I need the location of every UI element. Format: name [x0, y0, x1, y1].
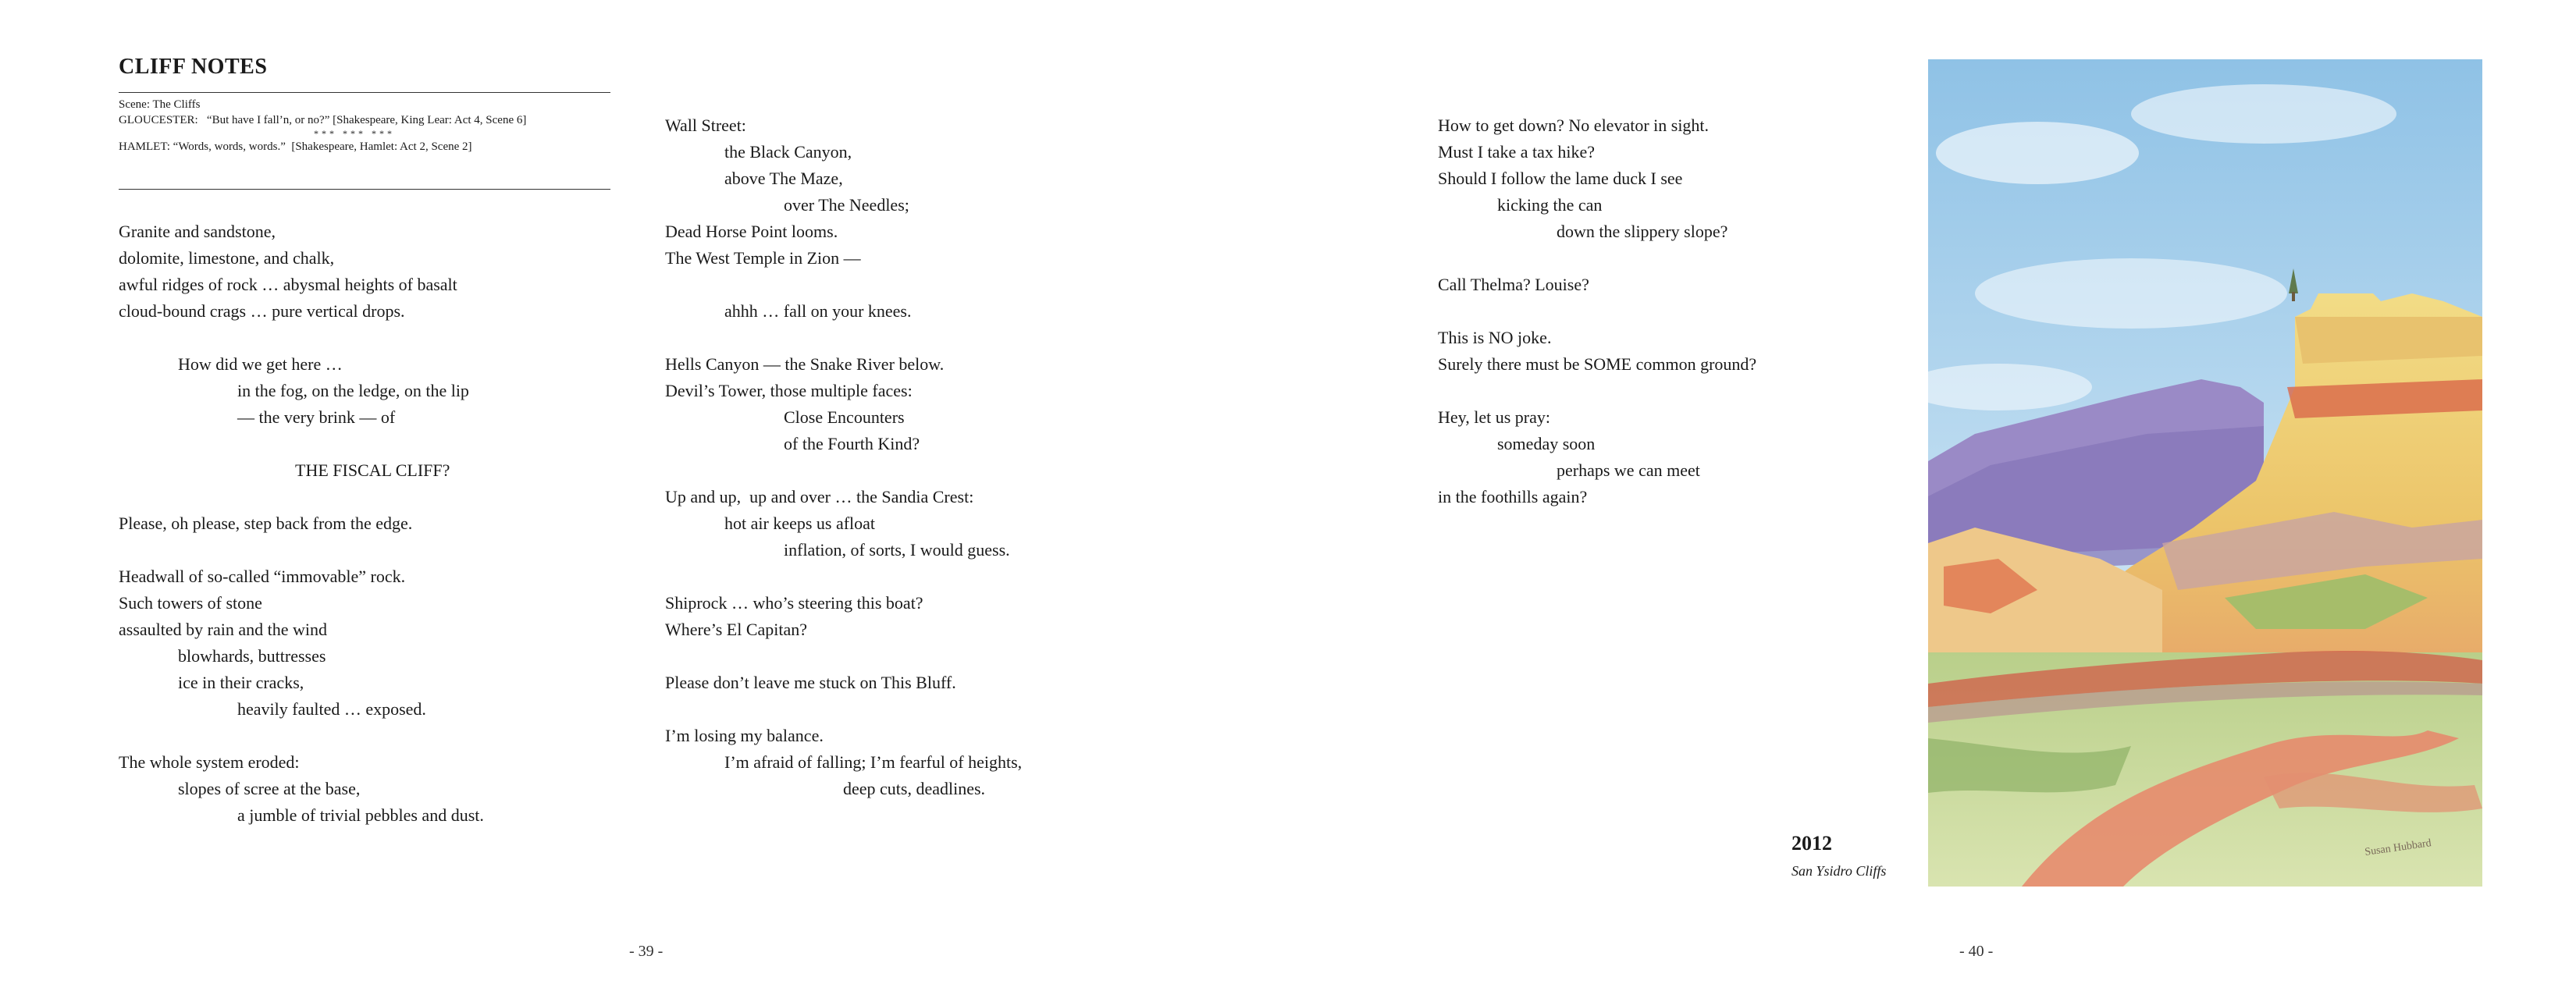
- poem-line: in the foothills again?: [1438, 487, 1588, 506]
- poem-line: The whole system eroded:: [119, 752, 300, 772]
- poem-line: Such towers of stone: [119, 593, 262, 613]
- poem-line: ice in their cracks,: [178, 673, 304, 692]
- painting-year: 2012: [1791, 832, 1832, 855]
- poem-line: I’m losing my balance.: [665, 726, 824, 745]
- poem-line: kicking the can: [1497, 195, 1603, 215]
- poem-line: over The Needles;: [784, 195, 909, 215]
- poem-line: Where’s El Capitan?: [665, 620, 808, 639]
- poem-line: I’m afraid of falling; I’m fearful of heights,: [724, 752, 1023, 772]
- epigraph-gloucester: GLOUCESTER: “But have I fall’n, or no?” [Shakespeare, King Lear: Act 4, Scene 6]: [119, 114, 527, 126]
- poem-line: above The Maze,: [724, 169, 843, 188]
- poem-line: Shiprock … who’s steering this boat?: [665, 593, 923, 613]
- poem-column-1: [119, 219, 484, 829]
- poem-heading-fiscal-cliff: THE FISCAL CLIFF?: [295, 460, 450, 480]
- title-rule: [119, 92, 610, 93]
- epigraph-hamlet: HAMLET: “Words, words, words.” [Shakespeare, Hamlet: Act 2, Scene 2]: [119, 140, 472, 153]
- poem-line: slopes of scree at the base,: [178, 779, 361, 798]
- poem-line: Please, oh please, step back from the edge.: [119, 513, 413, 533]
- poem-line: Hey, let us pray:: [1438, 407, 1550, 427]
- poem-line: a jumble of trivial pebbles and dust.: [237, 805, 484, 825]
- poem-line: dolomite, limestone, and chalk,: [119, 248, 335, 268]
- poem-line: How did we get here …: [178, 354, 343, 374]
- poem-line: Wall Street:: [665, 115, 746, 135]
- poem-title: CLIFF NOTES: [119, 55, 268, 79]
- poem-line: — the very brink — of: [237, 407, 396, 427]
- epigraph-block: [119, 97, 618, 155]
- poem-line: This is NO joke.: [1438, 328, 1552, 347]
- poem-line: Dead Horse Point looms.: [665, 222, 838, 241]
- poem-line: in the fog, on the ledge, on the lip: [237, 381, 469, 400]
- poem-column-2: [665, 112, 1022, 802]
- poem-line: assaulted by rain and the wind: [119, 620, 327, 639]
- page-number-left: - 39 -: [629, 943, 664, 960]
- poem-line: Granite and sandstone,: [119, 222, 276, 241]
- poem-line: Should I follow the lame duck I see: [1438, 169, 1683, 188]
- poem-line: Hells Canyon — the Snake River below.: [665, 354, 945, 374]
- painting-signature: Susan Hubbard: [2364, 837, 2432, 858]
- poem-line: hot air keeps us afloat: [724, 513, 876, 533]
- poem-line: How to get down? No elevator in sight.: [1438, 115, 1710, 135]
- poem-line: down the slippery slope?: [1557, 222, 1728, 241]
- poem-line: of the Fourth Kind?: [784, 434, 920, 453]
- poem-line: inflation, of sorts, I would guess.: [784, 540, 1010, 560]
- poem-line: the Black Canyon,: [724, 142, 852, 162]
- page-number-right: - 40 -: [1959, 943, 1994, 960]
- poem-line: blowhards, buttresses: [178, 646, 326, 666]
- poem-line: awful ridges of rock … abysmal heights of basalt: [119, 275, 457, 294]
- poem-line: heavily faulted … exposed.: [237, 699, 426, 719]
- poem-line: Must I take a tax hike?: [1438, 142, 1595, 162]
- scene-line: Scene: The Cliffs: [119, 98, 201, 111]
- separator-stars: *** *** ***: [314, 128, 395, 139]
- poem-line: perhaps we can meet: [1557, 460, 1700, 480]
- epigraph-rule: [119, 189, 610, 190]
- poem-line: Surely there must be SOME common ground?: [1438, 354, 1757, 374]
- poem-line: Devil’s Tower, those multiple faces:: [665, 381, 913, 400]
- poem-line: Please don’t leave me stuck on This Bluff.: [665, 673, 956, 692]
- painting-caption: San Ysidro Cliffs: [1791, 863, 1887, 879]
- poem-line: someday soon: [1497, 434, 1596, 453]
- poem-line: Up and up, up and over … the Sandia Crest:: [665, 487, 974, 506]
- poem-line: Close Encounters: [784, 407, 905, 427]
- poem-line: cloud-bound crags … pure vertical drops.: [119, 301, 405, 321]
- poem-line: ahhh … fall on your knees.: [724, 301, 912, 321]
- poem-line: Call Thelma? Louise?: [1438, 275, 1589, 294]
- poem-line: deep cuts, deadlines.: [843, 779, 986, 798]
- poem-line: Headwall of so-called “immovable” rock.: [119, 567, 406, 586]
- poem-column-3: [1438, 112, 1756, 510]
- san-ysidro-cliffs-painting: [1928, 59, 2482, 887]
- poem-line: The West Temple in Zion —: [665, 248, 861, 268]
